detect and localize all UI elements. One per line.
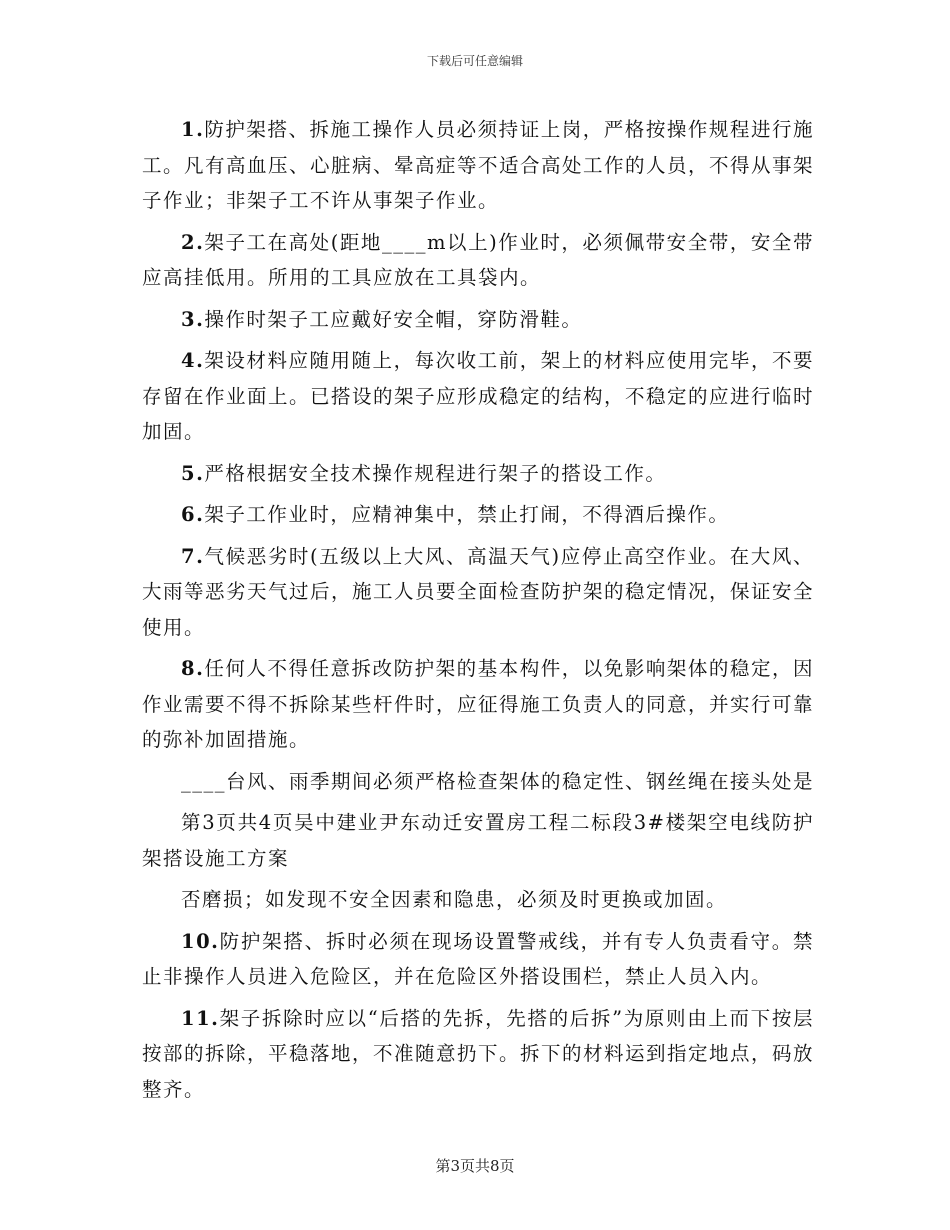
- item-number: 6.: [181, 503, 205, 526]
- item-number: 8.: [181, 657, 205, 680]
- item-number: 3.: [181, 307, 205, 331]
- paragraph-text: 气候恶劣时(五级以上大风、高温天气)应停止高空作业。在大风、大雨等恶劣天气过后，施工人员要全面检查防护架的稳定情况，保证安全使用。: [142, 544, 815, 639]
- page-header: 下载后可任意编辑: [426, 54, 523, 68]
- paragraph-9: [142, 764, 814, 800]
- paragraph-10: [142, 924, 814, 995]
- paragraph-4: [142, 343, 814, 450]
- page-number: 第3页共8页: [435, 1157, 515, 1175]
- paragraph-text: 架子工在高处(距地____m以上)作业时，必须佩带安全带，安全带应高挂低用。所用的工具应放在工具袋内。: [142, 230, 814, 289]
- paragraph-3: [142, 302, 814, 338]
- paragraph-text: 第3页共4页吴中建业尹东动迁安置房工程二标段3#楼架空电线防护架搭设施工方案: [142, 811, 814, 870]
- paragraph-6: [142, 497, 814, 533]
- paragraph-text: 防护架搭、拆时必须在现场设置警戒线，并有专人负责看守。禁止非操作人员进入危险区，并在危险区外搭设围栏，禁止人员入内。: [142, 929, 814, 988]
- paragraph-text: 否磨损；如发现不安全因素和隐患，必须及时更换或加固。: [181, 888, 728, 911]
- paragraph-text: 架设材料应随用随上，每次收工前，架上的材料应使用完毕，不要存留在作业面上。已搭设的架子应形成稳定的结构，不稳定的应进行临时加固。: [142, 349, 815, 443]
- item-number: 1.: [181, 118, 205, 141]
- paragraph-text: 架子拆除时应以“后搭的先拆，先搭的后拆”为原则由上而下按层按部的拆除，平稳落地，不准随意扔下。拆下的材料运到指定地点，码放整齐。: [142, 1006, 815, 1101]
- item-number: 4.: [181, 349, 205, 372]
- item-number: 7.: [181, 544, 205, 568]
- item-number: 5.: [181, 461, 205, 485]
- paragraph-1: [142, 112, 814, 219]
- item-number: 2.: [181, 230, 205, 254]
- paragraph-8: [142, 651, 814, 758]
- paragraph-text: 任何人不得任意拆改防护架的基本构件，以免影响架体的稳定，因作业需要不得不拆除某些杆件时，应征得施工负责人的同意，并实行可靠的弥补加固措施。: [142, 657, 815, 751]
- paragraph-2: [142, 225, 814, 296]
- paragraph-text: 严格根据安全技术操作规程进行架子的搭设工作。: [204, 461, 667, 485]
- paragraph-5: [142, 456, 814, 492]
- paragraph-text: 操作时架子工应戴好安全帽，穿防滑鞋。: [204, 307, 583, 331]
- paragraph-7: [142, 539, 814, 646]
- document-body: [142, 112, 814, 1113]
- paragraph-11: [142, 1001, 814, 1108]
- paragraph-text: ____台风、雨季期间必须严格检查架体的稳定性、钢丝绳在接头处是: [181, 769, 815, 793]
- paragraph-text: 架子工作业时，应精神集中，禁止打闹，不得酒后操作。: [204, 503, 730, 526]
- paragraph-text: 防护架搭、拆施工操作人员必须持证上岗，严格按操作规程进行施工。凡有高血压、心脏病、晕高症等不适合高处工作的人员，不得从事架子作业；非架子工不许从事架子作业。: [142, 118, 815, 212]
- item-number: 11.: [181, 1006, 220, 1030]
- paragraph-9-continued: [142, 882, 814, 918]
- item-number: 10.: [181, 929, 220, 953]
- running-header-line: [142, 805, 814, 876]
